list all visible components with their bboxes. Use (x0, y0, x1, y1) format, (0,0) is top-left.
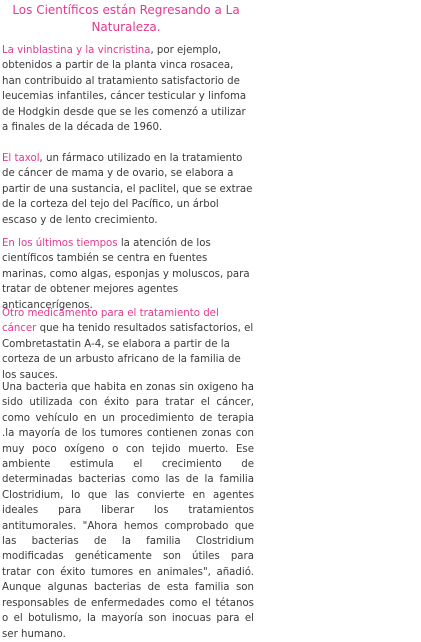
paragraph-combretastatin (2, 306, 254, 383)
paragraph-body: , por ejemplo, obtenidos a partir de la planta vinca rosacea, han contribuido al tratamiento satisfactorio de leucemias infantiles, cáncer testicular y linfoma de Hodgkin desde que se les comenzó a utilizar a finales de la década de 1960. (2, 45, 247, 134)
paragraph-taxol (2, 151, 254, 228)
paragraph-body: que ha tenido resultados satisfactorios, el Combretastatin A-4, se elabora a partir de la corteza de un arbusto africano de la familia de los sauces. (2, 323, 254, 381)
highlight-phrase: En los últimos tiempos (2, 238, 118, 249)
paragraph-body: la atención de los científicos también se centra en fuentes marinas, como algas, esponjas y moluscos, para tratar de obtener mejores agentes anticancerígenos. (2, 238, 250, 311)
highlight-phrase: El taxol (2, 153, 40, 164)
paragraph-marine-sources (2, 236, 254, 313)
paragraph-bacteria: Una bacteria que habita en zonas sin oxigeno ha sido utilizada con éxito para tratar el cáncer, como vehículo en un procedimiento de terapia .la mayoría de los tumores contienen zonas con muy poco oxígeno o con tejido muerto. Ese ambiente estimula el crecimiento de determinadas bacterias como las de la familia Clostridium, lo que las convierte en agentes ideales para liberar los tratamientos antitumorales. "Ahora hemos comprobado que las bacterias de la familia Clostridium modificadas genéticamente son útiles para tratar con éxito tumores en animales", añadió. Aunque algunas bacterias de esta familia son responsables de enfermedades como el tétanos o el botulismo, la mayoría son inocuas para el ser humano. (2, 382, 254, 640)
highlight-phrase: Otro medicamento para el tratamiento del cáncer (2, 308, 219, 335)
paragraph-vinblastina (2, 43, 254, 135)
page-title: Los Científicos están Regresando a La Naturaleza. (12, 3, 240, 34)
paragraph-body: , un fármaco utilizado en la tratamiento de cáncer de mama y de ovario, se elabora a partir de una sustancia, el paclitel, que se extrae de la corteza del tejo del Pacífico, un árbol escaso y de lento crecimiento. (2, 153, 253, 226)
highlight-phrase: La vinblastina y la vincristina (2, 45, 151, 56)
